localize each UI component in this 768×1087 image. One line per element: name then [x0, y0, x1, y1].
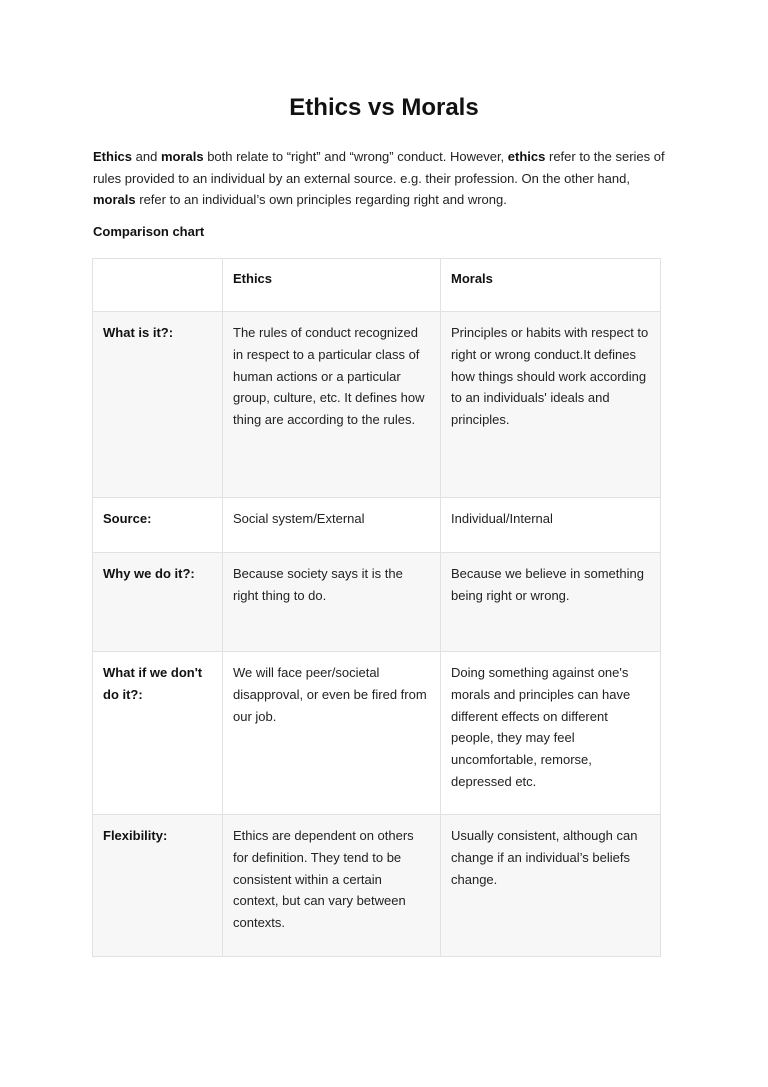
ethics-cell: Social system/External: [223, 498, 441, 553]
table-row: [93, 498, 661, 553]
intro-text: and: [132, 149, 161, 164]
ethics-cell: Because society says it is the right thing to do.: [223, 553, 441, 652]
intro-term: morals: [160, 149, 204, 164]
table-row: [93, 815, 661, 957]
table-row: [93, 553, 661, 652]
morals-cell: Doing something against one's morals and principles can have different effects on different people, they may feel uncomfortable, remorse, depressed etc.: [441, 652, 661, 815]
ethics-cell: Ethics are dependent on others for definition. They tend to be consistent within a certain context, but can vary between contexts.: [223, 815, 441, 957]
table-row: [93, 652, 661, 815]
table-row: [93, 312, 661, 498]
comparison-table: [92, 258, 661, 957]
row-label: Why we do it?:: [93, 553, 223, 652]
morals-cell: Individual/Internal: [441, 498, 661, 553]
page-title: Ethics vs Morals: [289, 94, 479, 121]
comparison-chart-label: Comparison chart: [93, 224, 205, 239]
intro-term: morals: [93, 192, 136, 208]
header-cell-ethics: Ethics: [223, 259, 441, 312]
ethics-cell: We will face peer/societal disapproval, or even be fired from our job.: [223, 652, 441, 815]
table-header-row: [93, 259, 661, 312]
morals-cell: Because we believe in something being right or wrong.: [441, 553, 661, 652]
morals-cell: Usually consistent, although can change if an individual’s beliefs change.: [441, 815, 661, 957]
intro-paragraph: [93, 146, 673, 211]
row-label: What is it?:: [93, 312, 223, 498]
intro-text: refer to an individual’s own principles regarding right and wrong.: [135, 192, 507, 208]
header-cell-morals: Morals: [441, 259, 661, 312]
row-label: Flexibility:: [93, 815, 223, 957]
header-cell-empty: [93, 259, 223, 312]
intro-term: Ethics: [93, 149, 133, 164]
intro-term: ethics: [507, 149, 546, 164]
row-label: What if we don't do it?:: [93, 652, 223, 815]
row-label: Source:: [93, 498, 223, 553]
intro-text: refer to the series of rules provided to an individual by an external source. e.g. their profession. On the other hand,: [93, 149, 665, 186]
morals-cell: Principles or habits with respect to right or wrong conduct.It defines how things should work according to an individuals' ideals and principles.: [441, 312, 661, 498]
intro-text: both relate to “right” and “wrong” conduct. However,: [203, 149, 508, 164]
ethics-cell: The rules of conduct recognized in respect to a particular class of human actions or a particular group, culture, etc. It defines how thing are according to the rules.: [223, 312, 441, 498]
